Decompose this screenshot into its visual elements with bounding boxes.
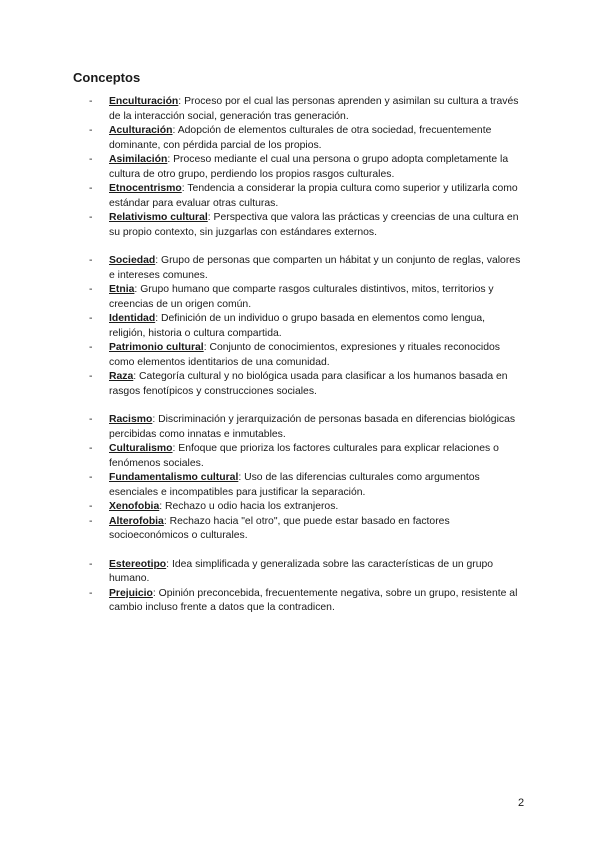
concept-item <box>0 182 600 211</box>
bullet-dash: - <box>89 501 93 512</box>
term-separator: : <box>134 284 141 295</box>
term-separator: : <box>178 96 185 107</box>
concept-term: Culturalismo <box>109 443 173 454</box>
bullet-dash: - <box>89 515 93 527</box>
bullet-dash: - <box>89 443 93 454</box>
concept-term: Identidad <box>109 313 156 324</box>
concept-item <box>0 153 600 182</box>
concept-term: Xenofobia <box>109 501 160 512</box>
bullet-dash: - <box>89 472 93 483</box>
bullet-dash: - <box>89 414 93 425</box>
concept-term: Patrimonio cultural <box>109 342 204 353</box>
concept-item <box>0 124 600 153</box>
page-number: 2 <box>518 797 525 809</box>
concept-definition: Rechazo hacia "el otro", que puede estar basado en factores socioeconómicos o culturales. <box>109 515 450 541</box>
concept-term: Aculturación <box>109 125 173 136</box>
term-separator: : <box>172 125 178 136</box>
concept-group <box>0 254 600 399</box>
term-separator: : <box>207 212 214 223</box>
concept-definition: Rechazo u odio hacia los extranjeros. <box>165 501 339 512</box>
term-separator: : <box>167 154 174 165</box>
bullet-dash: - <box>89 96 93 107</box>
term-separator: : <box>155 255 161 266</box>
concept-list <box>0 95 600 630</box>
concept-item <box>0 500 600 515</box>
concept-definition: Discriminación y jerarquización de personas basada en diferencias biológicas percibidas como innatas e inmutables. <box>109 414 516 440</box>
concept-item <box>0 211 600 240</box>
concept-definition: Opinión preconcebida, frecuentemente negativa, sobre un grupo, resistente al cambio incluso frente a datos que la contradicen. <box>109 587 518 613</box>
concept-term: Relativismo cultural <box>109 212 208 223</box>
concept-term: Racismo <box>109 414 153 425</box>
term-separator: : <box>172 443 179 454</box>
concept-definition: Adopción de elementos culturales de otra sociedad, frecuentemente dominante, con pérdida parcial de los propios. <box>109 125 492 151</box>
concept-term: Asimilación <box>109 154 168 165</box>
bullet-dash: - <box>89 313 93 324</box>
concept-definition: Categoría cultural y no biológica usada para clasificar a los humanos basada en rasgos fenotípicos y construcciones sociales. <box>109 371 508 397</box>
concept-group <box>0 95 600 240</box>
term-separator: : <box>166 558 172 570</box>
concept-item <box>0 515 600 544</box>
term-separator: : <box>155 313 161 324</box>
concept-item <box>0 254 600 283</box>
concept-definition: Definición de un individuo o grupo basada en elementos como lengua, religión, historia o cultura compartida. <box>109 313 486 339</box>
concept-definition: Proceso mediante el cual una persona o grupo adopta completamente la cultura de otro grupo, perdiendo los propios rasgos culturales. <box>109 154 509 180</box>
bullet-dash: - <box>89 154 93 165</box>
concept-item <box>0 558 600 587</box>
bullet-dash: - <box>89 284 93 295</box>
concept-term: Alterofobia <box>109 515 164 527</box>
term-separator: : <box>152 587 159 599</box>
concept-definition: Proceso por el cual las personas aprenden y asimilan su cultura a través de la interacción social, generación tras generación. <box>109 96 519 122</box>
concept-group <box>0 413 600 544</box>
concept-definition: Grupo humano que comparte rasgos culturales distintivos, mitos, territorios y creencias de un origen común. <box>109 284 494 310</box>
concept-item <box>0 95 600 124</box>
concept-definition: Idea simplificada y generalizada sobre las características de un grupo humano. <box>109 558 494 584</box>
bullet-dash: - <box>89 183 93 194</box>
concept-definition: Conjunto de conocimientos, expresiones y rituales reconocidos como elementos identitarios de una comunidad. <box>109 342 500 368</box>
concept-item <box>0 370 600 399</box>
term-separator: : <box>163 515 170 527</box>
bullet-dash: - <box>89 371 93 382</box>
page-title: Conceptos <box>73 70 141 85</box>
concept-item <box>0 283 600 312</box>
concept-definition: Tendencia a considerar la propia cultura como superior y utilizarla como estándar para evaluar otras culturas. <box>109 183 518 209</box>
concept-definition: Grupo de personas que comparten un hábitat y un conjunto de reglas, valores e intereses comunes. <box>109 255 521 281</box>
concept-item <box>0 471 600 500</box>
concept-term: Estereotipo <box>109 558 167 570</box>
concept-term: Raza <box>109 371 134 382</box>
concept-definition: Uso de las diferencias culturales como argumentos esenciales e incompatibles para justificar la separación. <box>109 472 480 498</box>
concept-item <box>0 341 600 370</box>
term-separator: : <box>181 183 188 194</box>
concept-item <box>0 312 600 341</box>
bullet-dash: - <box>89 255 93 266</box>
concept-item <box>0 587 600 616</box>
bullet-dash: - <box>89 587 93 599</box>
bullet-dash: - <box>89 125 93 136</box>
concept-term: Enculturación <box>109 96 179 107</box>
bullet-dash: - <box>89 558 93 570</box>
term-separator: : <box>203 342 210 353</box>
bullet-dash: - <box>89 212 93 223</box>
concept-term: Etnocentrismo <box>109 183 182 194</box>
concept-item <box>0 442 600 471</box>
bullet-dash: - <box>89 342 93 353</box>
concept-term: Fundamentalismo cultural <box>109 472 239 483</box>
concept-group <box>0 558 600 616</box>
term-separator: : <box>238 472 245 483</box>
concept-term: Sociedad <box>109 255 156 266</box>
concept-term: Prejuicio <box>109 587 153 599</box>
term-separator: : <box>133 371 140 382</box>
concept-definition: Perspectiva que valora las prácticas y creencias de una cultura en su propio contexto, sin juzgarlas con estándares externos. <box>109 212 519 238</box>
concept-definition: Enfoque que prioriza los factores culturales para explicar relaciones o fenómenos sociales. <box>109 443 499 469</box>
term-separator: : <box>159 501 166 512</box>
concept-item <box>0 413 600 442</box>
term-separator: : <box>152 414 159 425</box>
concept-term: Etnia <box>109 284 135 295</box>
